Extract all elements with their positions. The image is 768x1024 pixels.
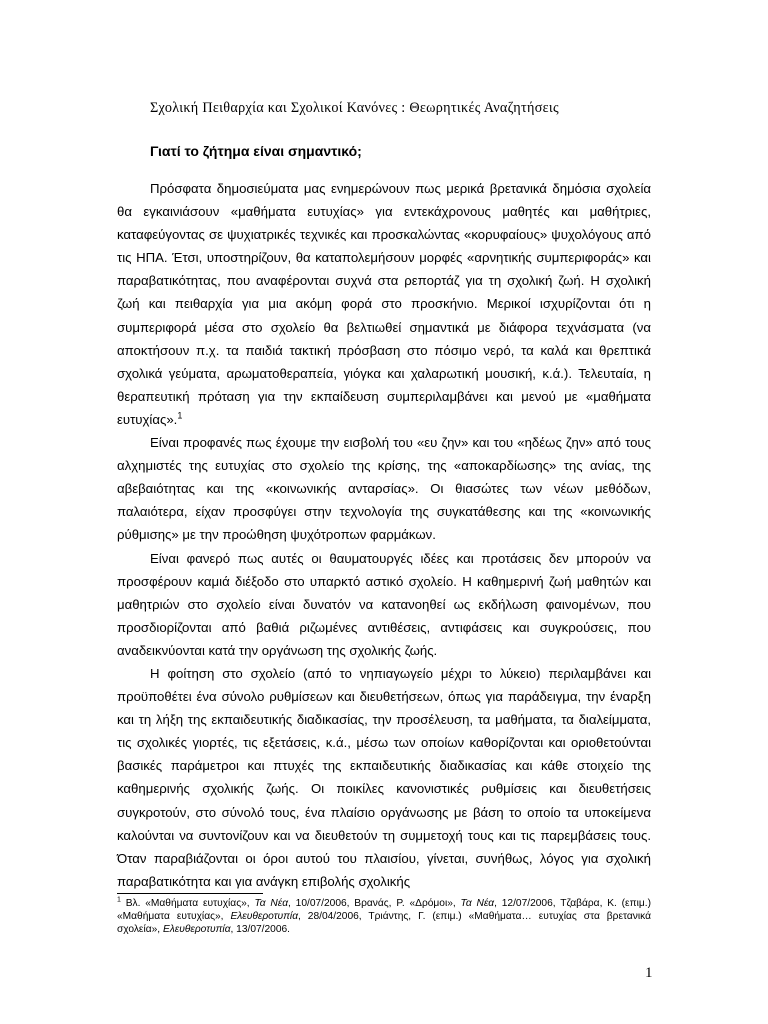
section-heading: Γιατί το ζήτημα είναι σημαντικό; bbox=[150, 143, 362, 159]
body-text bbox=[117, 177, 651, 893]
page-number: 1 bbox=[645, 965, 653, 981]
footnote-text: Βλ. «Μαθήματα ευτυχίας», Τα Νέα, 10/07/2006, Βρανάς, Ρ. «Δρόμοι», Τα Νέα, 12/07/2006, Τζαβάρα, Κ. (επιμ.) «Μαθήματα ευτυχίας», Ελευθεροτυπία, 28/04/2006, Τριάντης, Γ. (επιμ.) «Μαθήματα… ευτυχίας στα βρετανικά σχολεία», Ελευθεροτυπία, 13/07/2006. bbox=[117, 898, 651, 936]
paragraph-text: Η φοίτηση στο σχολείο (από το νηπιαγωγείο μέχρι το λύκειο) περιλαμβάνει και προϋποθέτει ένα σύνολο ρυθμίσεων και διευθετήσεων, όπως για παράδειγμα, την έναρξη και τη λήξη της εκπαιδευτικής διαδικασίας, την προσέλευση, τα μαθήματα, τα διαλείμματα, τις σχολικές γιορτές, τις εξετάσεις, κ.ά., μέσω των οποίων καθορίζονται και οριοθετούνται βασικές παράμετροι και πτυχές της εκπαιδευτικής διαδικασίας και κάθε στοιχείο της καθημερινής σχολικής ζωής. Οι ποικίλες κανονιστικές ρυθμίσεις και διευθετήσεις συγκροτούν, στο σύνολό τους, ένα πλαίσιο οργάνωσης με βάση το οποίο τα υποκείμενα καλούνται να συντονίζουν και να διευθετούν τη συμμετοχή τους και τις παρεμβάσεις τους. Όταν παραβιάζονται οι όροι αυτού του πλαισίου, γίνεται, συνήθως, λόγος για σχολική παραβατικότητα και για ανάγκη επιβολής σχολικής bbox=[117, 665, 651, 889]
footnote-separator bbox=[117, 893, 263, 894]
paragraph bbox=[117, 431, 651, 546]
footnote-reference[interactable]: 1 bbox=[177, 410, 183, 421]
footnote bbox=[117, 897, 651, 937]
paragraph-text: Είναι προφανές πως έχουμε την εισβολή του «ευ ζην» και του «ηδέως ζην» από τους αλχημιστές της ευτυχίας στο σχολείο της κρίσης, της «αποκαρδίωσης» της ανίας, της αβεβαιότητας και της «κοινωνικής ανταρσίας». Οι θιασώτες των νέων μεθόδων, παλαιότερα, είχαν προσφύγει στην τεχνολογία της συγκατάθεσης και της «κοινωνικής ρύθμισης» με την προώθηση ψυχότροπων φαρμάκων. bbox=[117, 435, 651, 543]
paragraph bbox=[117, 177, 651, 431]
paragraph bbox=[117, 662, 651, 893]
paragraph-text: Πρόσφατα δημοσιεύματα μας ενημερώνουν πως μερικά βρετανικά δημόσια σχολεία θα εγκαινιάσουν «μαθήματα ευτυχίας» για εντεκάχρονους μαθητές και μαθήτριες, καταφεύγοντας σε ψυχιατρικές τεχνικές και προσκαλώντας «κορυφαίους» ψυχολόγους από τις ΗΠΑ. Έτσι, υποστηρίζουν, θα καταπολεμήσουν μορφές «αρνητικής συμπεριφοράς» και παραβατικότητας, που αναφέρονται συχνά στα ρεπορτάζ για τη σχολική ζωή. Η σχολική ζωή και πειθαρχία για μια ακόμη φορά στο προσκήνιο. Μερικοί ισχυρίζονται ότι η συμπεριφορά μέσα στο σχολείο θα βελτιωθεί σημαντικά με διάφορα τεχνάσματα (να αποκτήσουν π.χ. τα παιδιά τακτική πρόσβαση στο πόσιμο νερό, τα καλά και θρεπτικά σχολικά γεύματα, αρωματοθεραπεία, γιόγκα και χαλαρωτική μουσική, κ.ά.). Τελευταία, η θεραπευτική πρόταση για την εκπαίδευση συμπεριλαμβάνει και μενού με «μαθήματα ευτυχίας». bbox=[117, 181, 651, 427]
paragraph-text: Είναι φανερό πως αυτές οι θαυματουργές ιδέες και προτάσεις δεν μπορούν να προσφέρουν καμιά διέξοδο στο υπαρκτό αστικό σχολείο. Η καθημερινή ζωή μαθητών και μαθητριών στο σχολείο είναι δυνατόν να κατανοηθεί ως εκδήλωση φαινομένων, που προσδιορίζονται από βαθιά ριζωμένες αντιθέσεις, αντιφάσεις και συγκρούσεις, που αναδεικνύονται κατά την οργάνωση της σχολικής ζωής. bbox=[117, 550, 651, 658]
paragraph bbox=[117, 547, 651, 662]
document-title: Σχολική Πειθαρχία και Σχολικοί Κανόνες : Θεωρητικές Αναζητήσεις bbox=[150, 100, 559, 116]
footnote-number: 1 bbox=[117, 896, 121, 904]
